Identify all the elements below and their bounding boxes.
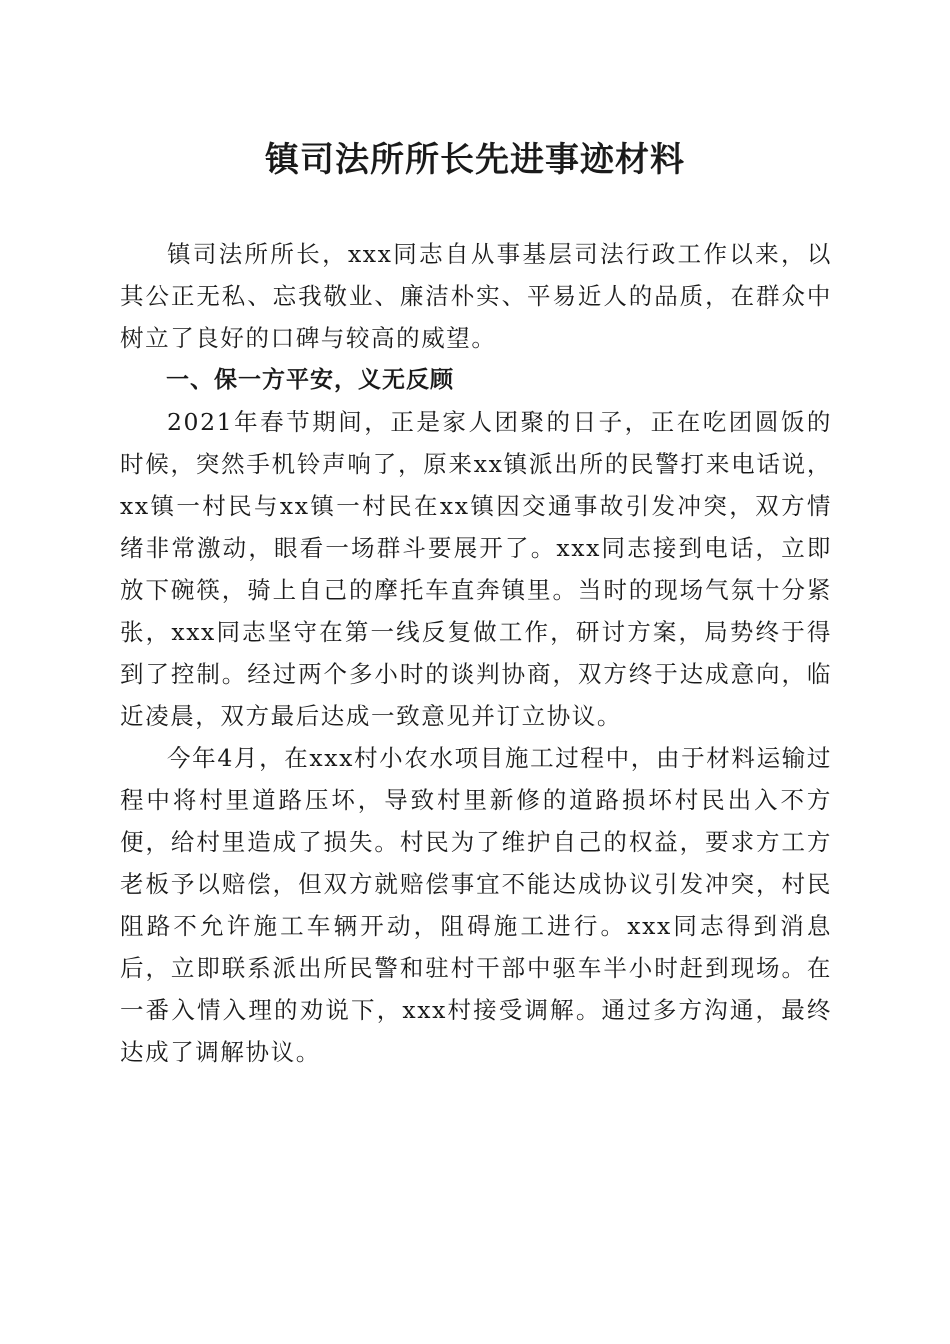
body-paragraph: 今年4月，在xxx村小农水项目施工过程中，由于材料运输过程中将村里道路压坏，导致村里新修的道路损坏村民出入不方便，给村里造成了损失。村民为了维护自己的权益，要求方工方老板予以赔偿，但双方就赔偿事宜不能达成协议引发冲突，村民阻路不允许施工车辆开动，阻碍施工进行。xxx同志得到消息后，立即联系派出所民警和驻村干部中驱车半小时赶到现场。在一番入情入理的劝说下，xxx村接受调解。通过多方沟通，最终达成了调解协议。 — [120, 744, 832, 1066]
document-title: 镇司法所所长先进事迹材料 — [265, 140, 685, 180]
section-heading: 一、保一方平安，义无反顾 — [166, 367, 454, 393]
body-paragraph: 2021年春节期间，正是家人团聚的日子，正在吃团圆饭的时候，突然手机铃声响了，原来xx镇派出所的民警打来电话说，xx镇一村民与xx镇一村民在xx镇因交通事故引发冲突，双方情绪非常激动，眼看一场群斗要展开了。xxx同志接到电话，立即放下碗筷，骑上自己的摩托车直奔镇里。当时的现场气氛十分紧张，xxx同志坚守在第一线反复做工作，研讨方案，局势终于得到了控制。经过两个多小时的谈判协商，双方终于达成意向，临近凌晨，双方最后达成一致意见并订立协议。 — [120, 408, 832, 730]
intro-paragraph: 镇司法所所长，xxx同志自从事基层司法行政工作以来，以其公正无私、忘我敬业、廉洁朴实、平易近人的品质，在群众中树立了良好的口碑与较高的威望。 — [120, 240, 832, 352]
document-body — [120, 233, 832, 1073]
